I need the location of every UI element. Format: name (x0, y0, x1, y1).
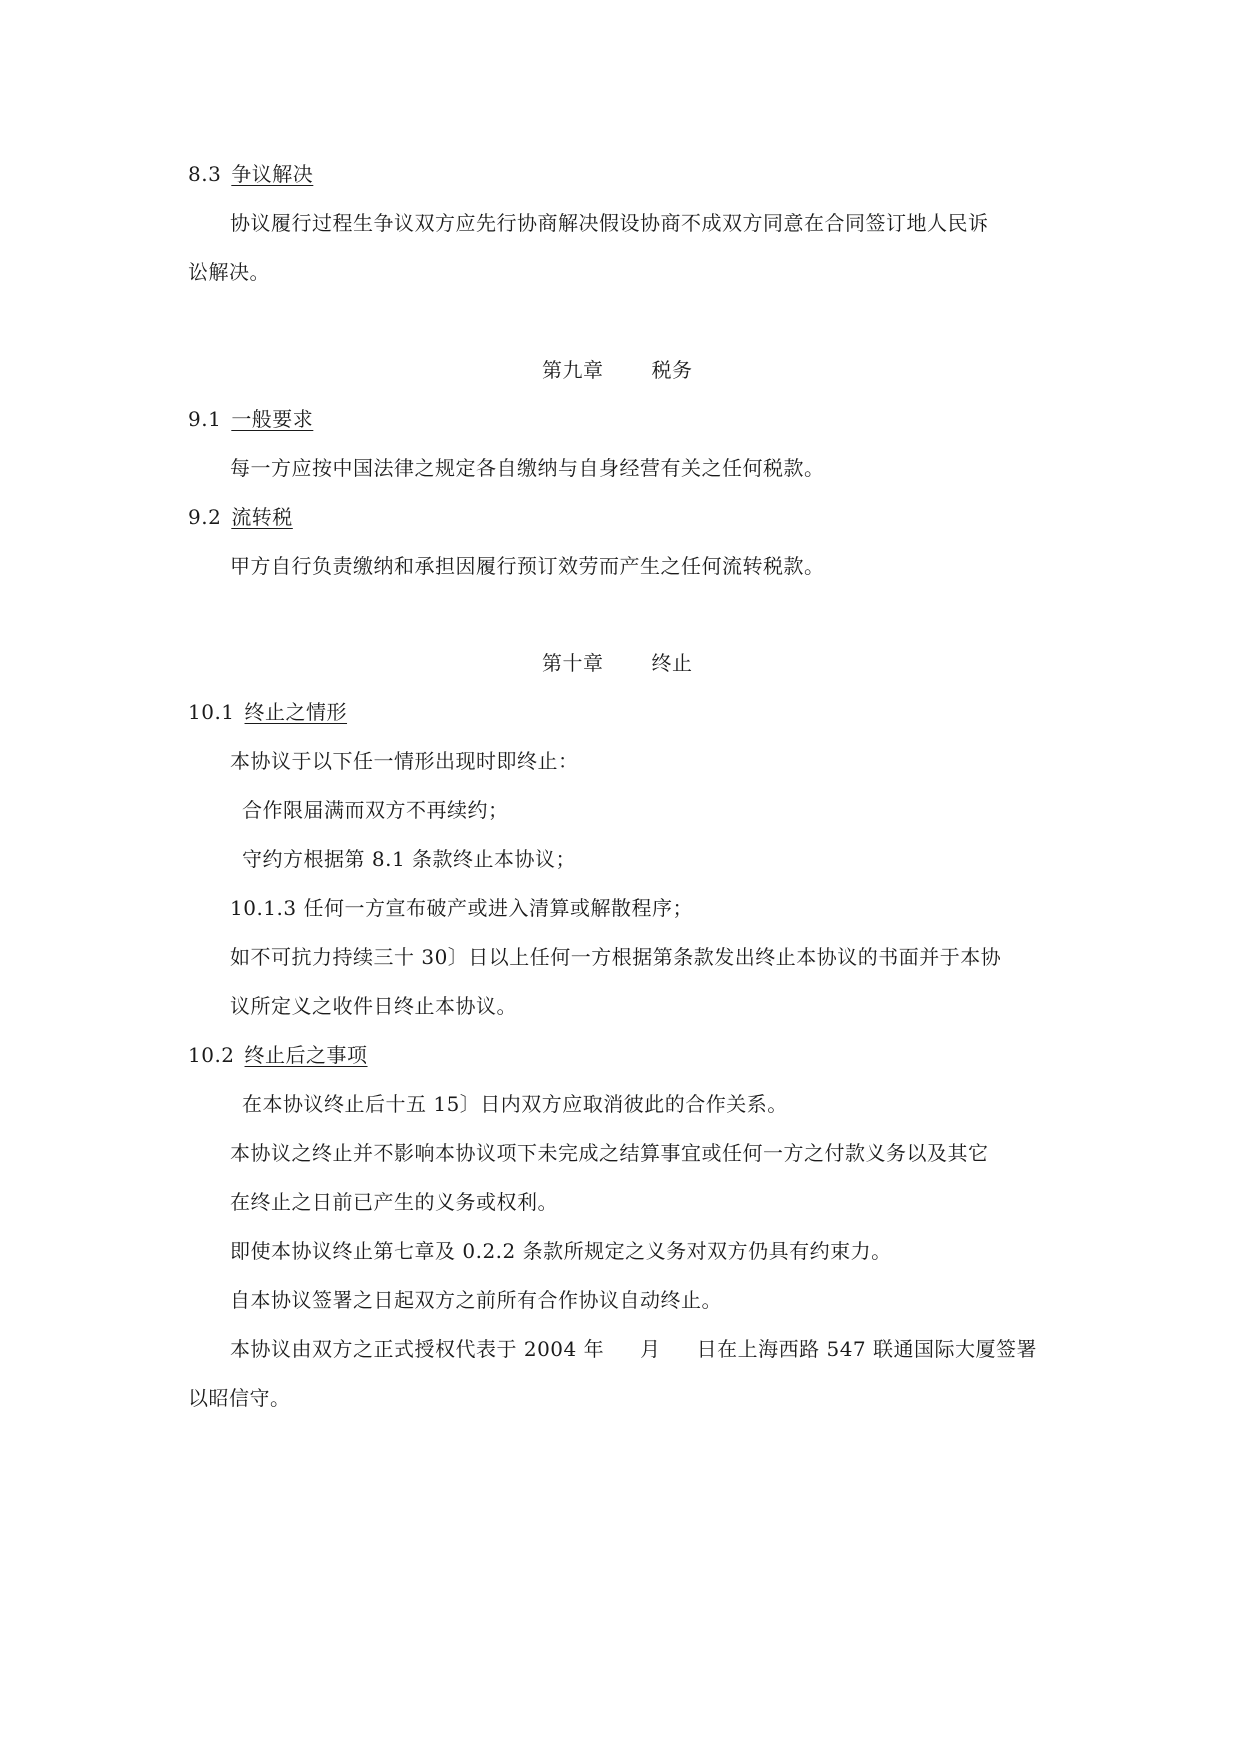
section-title: 流转税 (231, 505, 293, 529)
list-item-10-2-3: 即使本协议终止第七章及 0.2.2 条款所规定之义务对双方仍具有约束力。 (230, 1239, 892, 1263)
chapter-title: 终止 (651, 651, 693, 675)
list-item-10-2-1: 在本协议终止后十五 15〕日内双方应取消彼此的合作关系。 (242, 1092, 788, 1116)
list-item-10-2-2-line2: 在终止之日前已产生的义务或权利。 (230, 1190, 558, 1214)
chapter-heading-9 (542, 358, 693, 382)
section-title: 争议解决 (231, 162, 314, 186)
list-item-10-1-2: 守约方根据第 8.1 条款终止本协议； (242, 847, 577, 871)
section-heading-9-1 (188, 407, 313, 431)
list-item-10-1-4-line2: 议所定义之收件日终止本协议。 (230, 994, 517, 1018)
section-number: 9.1 (188, 407, 222, 431)
paragraph-10-1: 本协议于以下任一情形出现时即终止： (230, 749, 579, 773)
closing-statement-line2: 以昭信守。 (188, 1386, 291, 1410)
list-item-10-2-4: 自本协议签署之日起双方之前所有合作协议自动终止。 (230, 1288, 722, 1312)
closing-part2: 月 (640, 1337, 661, 1361)
closing-part1: 本协议由双方之正式授权代表于 2004 年 (230, 1337, 605, 1361)
closing-statement-line1 (230, 1337, 1037, 1361)
chapter-title: 税务 (651, 358, 693, 382)
section-heading-8-3 (188, 162, 313, 186)
paragraph-9-1: 每一方应按中国法律之规定各自缴纳与自身经营有关之任何税款。 (230, 456, 825, 480)
section-heading-10-2 (188, 1043, 368, 1067)
list-item-10-1-1: 合作限届满而双方不再续约； (242, 798, 509, 822)
section-number: 8.3 (188, 162, 222, 186)
section-number: 10.1 (188, 700, 235, 724)
section-title: 终止之情形 (244, 700, 348, 724)
paragraph-8-3-line2: 讼解决。 (188, 260, 270, 284)
section-heading-10-1 (188, 700, 347, 724)
section-title: 终止后之事项 (244, 1043, 368, 1067)
section-number: 9.2 (188, 505, 222, 529)
list-item-10-2-2-line1: 本协议之终止并不影响本协议项下未完成之结算事宜或任何一方之付款义务以及其它 (230, 1141, 989, 1165)
section-number: 10.2 (188, 1043, 235, 1067)
section-title: 一般要求 (231, 407, 314, 431)
closing-part3: 日在上海西路 547 联通国际大厦签署 (696, 1337, 1038, 1361)
list-item-10-1-4-line1: 如不可抗力持续三十 30〕日以上任何一方根据第条款发出终止本协议的书面并于本协 (230, 945, 1002, 969)
chapter-label: 第十章 (542, 651, 604, 675)
chapter-label: 第九章 (542, 358, 604, 382)
section-heading-9-2 (188, 505, 293, 529)
chapter-heading-10 (542, 651, 693, 675)
paragraph-8-3-line1: 协议履行过程生争议双方应先行协商解决假设协商不成双方同意在合同签订地人民诉 (230, 211, 989, 235)
list-item-10-1-3: 10.1.3 任何一方宣布破产或进入清算或解散程序； (230, 896, 693, 920)
paragraph-9-2: 甲方自行负责缴纳和承担因履行预订效劳而产生之任何流转税款。 (230, 554, 825, 578)
